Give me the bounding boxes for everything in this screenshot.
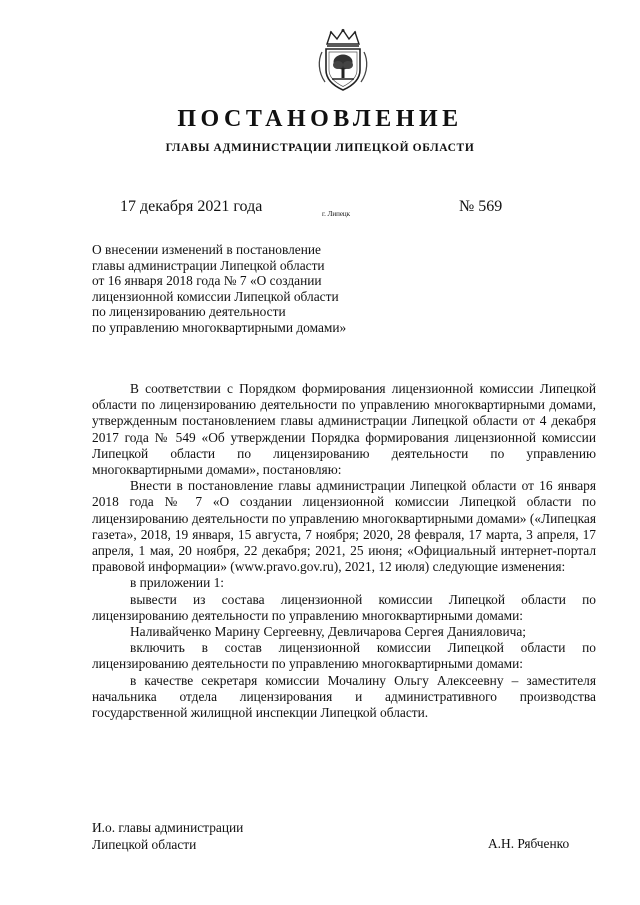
document-place: г. Липецк (322, 210, 351, 218)
body-paragraph: В соответствии с Порядком формирования лицензионной комиссии Липецкой области по лицензированию деятельности по управлению многоквартирными домами, утвержденным постановлением главы администрации Липецкой области от 4 декабря 2017 года № 549 «Об утверждении Порядка формирования лицензионной комиссии Липецкой области по лицензированию деятельности по управлению многоквартирными домами», постановляю: (92, 381, 596, 478)
heading-line: лицензионной комиссии Липецкой области (92, 288, 339, 304)
document-title: ПОСТАНОВЛЕНИЕ (177, 106, 463, 132)
heading-line: от 16 января 2018 года № 7 «О создании (92, 273, 322, 288)
body-paragraph: вывести из состава лицензионной комиссии Липецкой области по лицензированию деятельности по управлению многоквартирными домами: (92, 591, 596, 623)
heading-line: по управлению многоквартирными домами» (92, 319, 347, 335)
body-paragraph: в приложении 1: (130, 575, 225, 591)
heading-line: по лицензированию деятельности (92, 304, 286, 319)
document-body (92, 381, 596, 721)
document-subtitle: ГЛАВЫ АДМИНИСТРАЦИИ ЛИПЕЦКОЙ ОБЛАСТИ (165, 142, 475, 154)
lipetsk-coat-of-arms-icon (314, 28, 372, 92)
body-paragraph: в качестве секретаря комиссии Мочалину Ольгу Алексеевну – заместителя начальника отдела лицензирования и административного производства государственной жилищной инспекции Липецкой области. (92, 672, 596, 721)
heading-line: О внесении изменений в постановление (92, 242, 321, 257)
body-paragraph: Наливайченко Марину Сергеевну, Девличарова Сергея Данияловича; (130, 624, 527, 640)
body-paragraph: включить в состав лицензионной комиссии Липецкой области по лицензированию деятельности по управлению многоквартирными домами: (92, 640, 596, 672)
body-paragraph: Внести в постановление главы администрации Липецкой области от 16 января 2018 года № 7 «О создании лицензионной комиссии Липецкой области по лицензированию деятельности по управлению многоквартирными домами» («Липецкая газета», 2018, 19 января, 15 августа, 7 ноября; 2020, 28 февраля, 17 марта, 3 апреля, 17 апреля, 1 мая, 20 ноября, 22 декабря; 2021, 25 июня; «Официальный интернет-портал правовой информации» (www.pravo.gov.ru), 2021, 12 июля) следующие изменения: (92, 478, 596, 575)
document-heading (92, 242, 412, 335)
heading-line: главы администрации Липецкой области (92, 257, 325, 273)
signature-position-line: Липецкой области (92, 836, 197, 852)
signature-position (92, 820, 243, 853)
signature-name: А.Н. Рябченко (488, 836, 570, 851)
document-number: № 569 (459, 198, 503, 215)
signature-position-line: И.о. главы администрации (92, 820, 244, 835)
document-date: 17 декабря 2021 года (120, 198, 263, 215)
